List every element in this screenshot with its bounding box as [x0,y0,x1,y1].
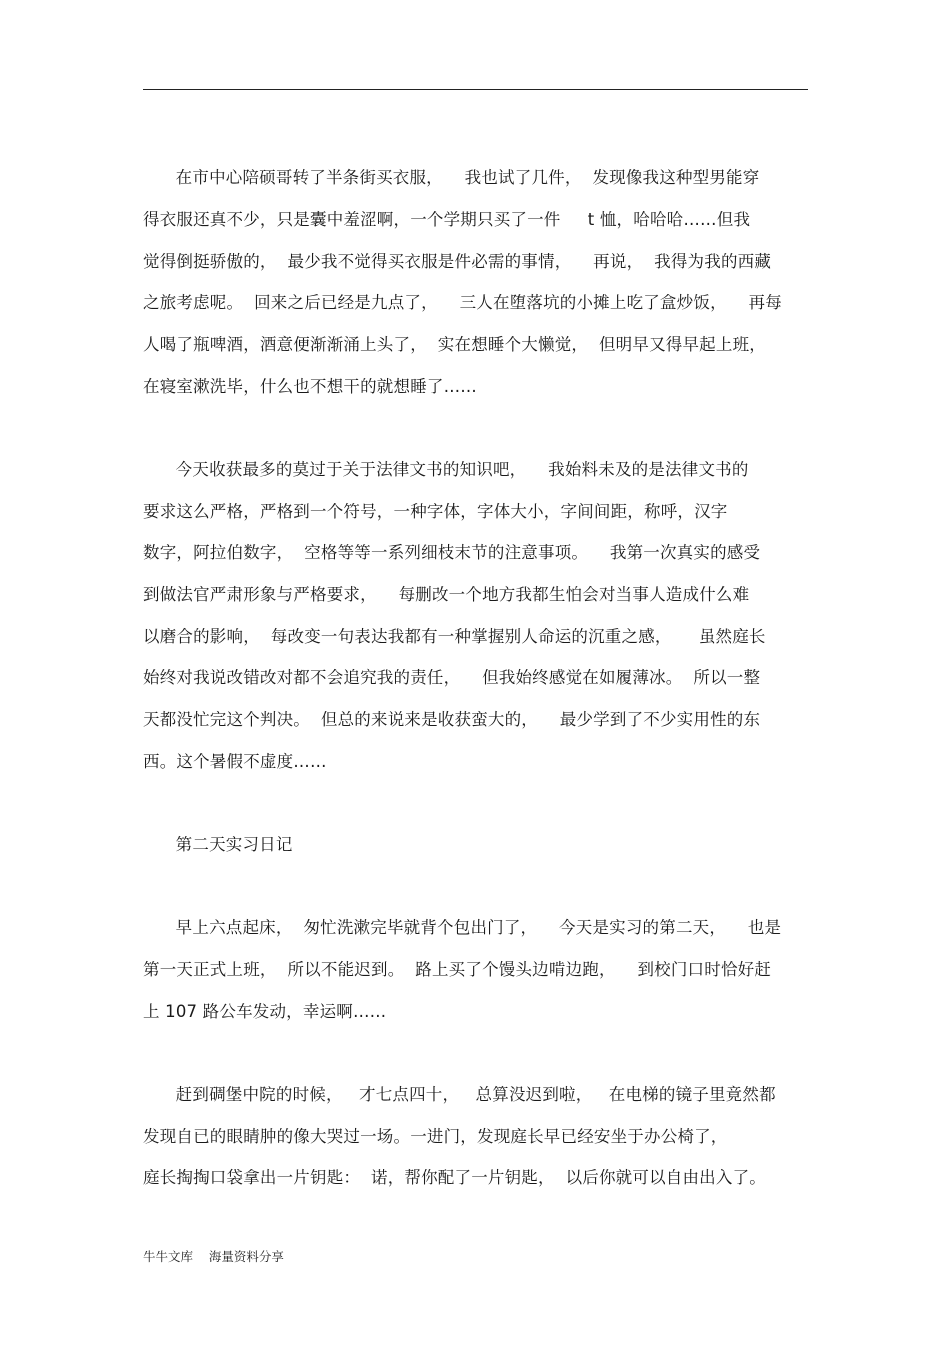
text-line: 觉得倒挺骄傲的， 最少我不觉得买衣服是件必需的事情， 再说， 我得为我的西藏 [143,252,772,271]
text-line: 上 107 路公车发动，幸运啊…… [143,1002,387,1021]
text-line: 数字，阿拉伯数字， 空格等等一系列细枝末节的注意事项。 我第一次真实的感受 [143,543,761,562]
section-heading: 第二天实习日记 [143,835,293,854]
text-line: 以磨合的影响， 每改变一句表达我都有一种掌握别人命运的沉重之感， 虽然庭长 [143,627,766,646]
text-line: 天都没忙完这个判决。 但总的来说来是收获蛮大的， 最少学到了不少实用性的东 [143,710,761,729]
footer-text: 牛牛文库 海量资料分享 [143,1249,284,1264]
header-rule [143,89,808,90]
text-line: 早上六点起床， 匆忙洗漱完毕就背个包出门了， 今天是实习的第二天， 也是 [143,918,782,937]
text-line: 之旅考虑呢。 回来之后已经是九点了， 三人在堕落坑的小摊上吃了盒炒饭， 再每 [143,293,782,312]
text-line: 要求这么严格，严格到一个符号，一种字体，字体大小，字间间距，称呼，汉字 [143,502,728,521]
text-line: 庭长掏掏口袋拿出一片钥匙： 诺，帮你配了一片钥匙， 以后你就可以自由出入了。 [143,1168,766,1187]
text-line: 第一天正式上班， 所以不能迟到。 路上买了个馒头边啃边跑， 到校门口时恰好赶 [143,960,772,979]
text-line: 发现自已的眼睛肿的像大哭过一场。一进门，发现庭长早已经安坐于办公椅了， [143,1127,728,1146]
text-line: 始终对我说改错改对都不会追究我的责任， 但我始终感觉在如履薄冰。 所以一整 [143,668,761,687]
text-line: 在寝室漱洗毕，什么也不想干的就想睡了…… [143,377,477,396]
text-line: 赶到碉堡中院的时候， 才七点四十， 总算没迟到啦， 在电梯的镜子里竟然都 [143,1085,776,1104]
text-line: 今天收获最多的莫过于关于法律文书的知识吧， 我始料未及的是法律文书的 [143,460,749,479]
text-line: 到做法官严肃形象与严格要求， 每删改一个地方我都生怕会对当事人造成什么难 [143,585,750,604]
text-line: 人喝了瓶啤酒，酒意便渐渐涌上头了， 实在想睡个大懒觉， 但明早又得早起上班， [143,335,766,354]
text-line: 西。这个暑假不虚度…… [143,752,327,771]
text-line: 得衣服还真不少，只是囊中羞涩啊，一个学期只买了一件 t 恤，哈哈哈……但我 [143,210,751,229]
text-line: 在市中心陪硕哥转了半条街买衣服， 我也试了几件， 发现像我这种型男能穿 [143,168,760,187]
